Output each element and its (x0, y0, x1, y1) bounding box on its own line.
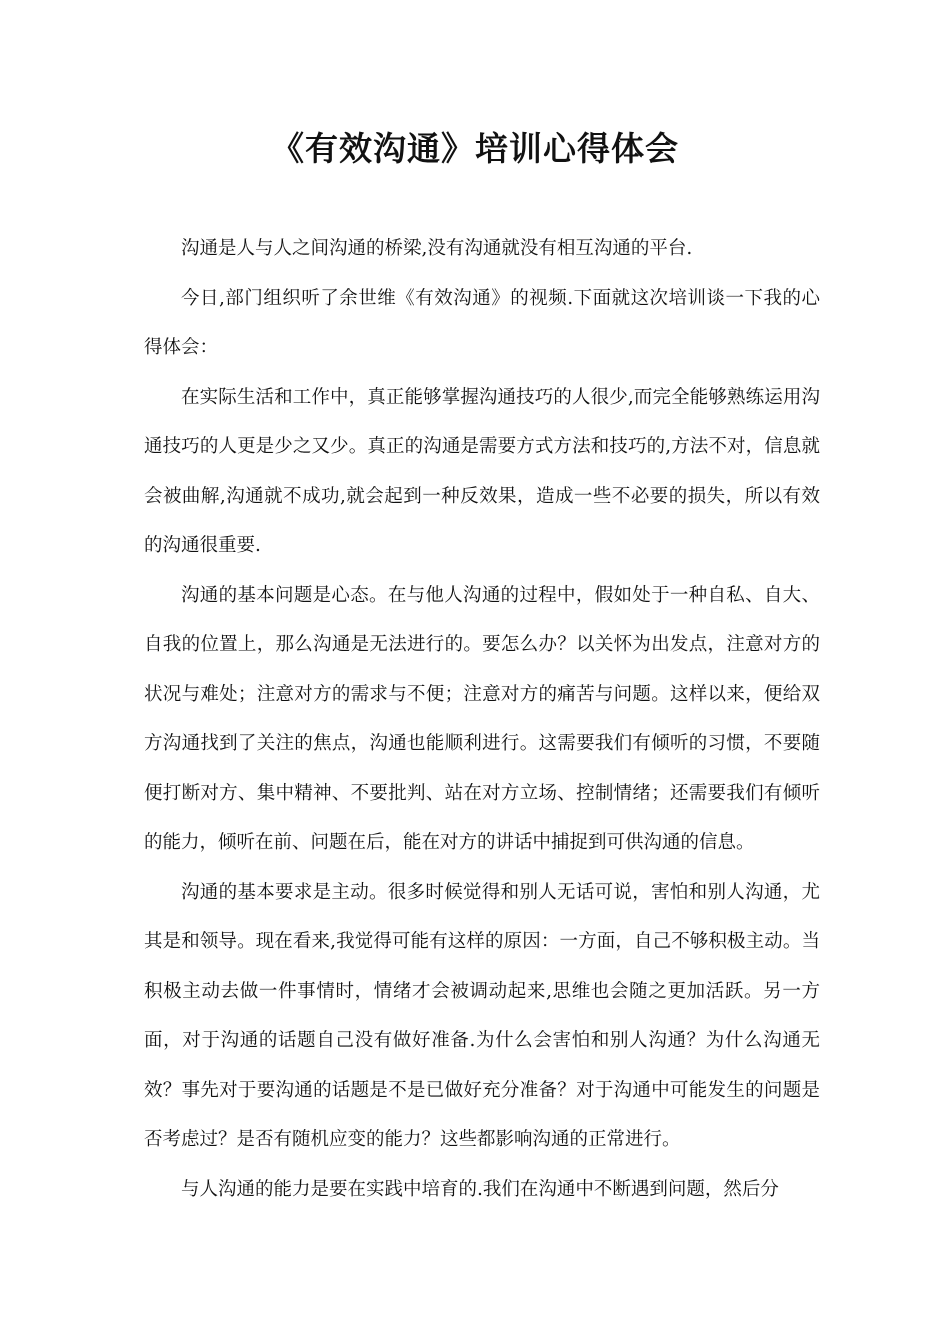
paragraph: 沟通的基本问题是心态。在与他人沟通的过程中，假如处于一种自私、自大、自我的位置上，那么沟通是无法进行的。要怎么办？以关怀为出发点，注意对方的状况与难处；注意对方的需求与不便；注意对方的痛苦与问题。这样以来，便给双方沟通找到了关注的焦点，沟通也能顺利进行。这需要我们有倾听的习惯，不要随便打断对方、集中精神、不要批判、站在对方立场、控制情绪；还需要我们有倾听的能力，倾听在前、问题在后，能在对方的讲话中捕捉到可供沟通的信息。 (144, 584, 820, 853)
paragraph: 与人沟通的能力是要在实践中培育的.我们在沟通中不断遇到问题，然后分 (181, 1178, 779, 1200)
document-body (144, 224, 820, 1214)
document-title: 《有效沟通》培训心得体会 (271, 129, 679, 168)
paragraph: 沟通是人与人之间沟通的桥梁,没有沟通就没有相互沟通的平台. (181, 238, 693, 259)
paragraph: 今日,部门组织听了余世维《有效沟通》的视频.下面就这次培训谈一下我的心得体会： (144, 287, 820, 358)
paragraph: 沟通的基本要求是主动。很多时候觉得和别人无话可说，害怕和别人沟通，尤其是和领导。现在看来,我觉得可能有这样的原因：一方面，自己不够积极主动。当积极主动去做一件事情时，情绪才会被调动起来,思维也会随之更加活跃。另一方面，对于沟通的话题自己没有做好准备.为什么会害怕和别人沟通？为什么沟通无效？事先对于要沟通的话题是不是已做好充分准备？对于沟通中可能发生的问题是否考虑过？是否有随机应变的能力？这些都影响沟通的正常进行。 (144, 881, 820, 1150)
paragraph: 在实际生活和工作中，真正能够掌握沟通技巧的人很少,而完全能够熟练运用沟通技巧的人更是少之又少。真正的沟通是需要方式方法和技巧的,方法不对，信息就会被曲解,沟通就不成功,就会起到一种反效果，造成一些不必要的损失，所以有效的沟通很重要. (144, 386, 820, 556)
